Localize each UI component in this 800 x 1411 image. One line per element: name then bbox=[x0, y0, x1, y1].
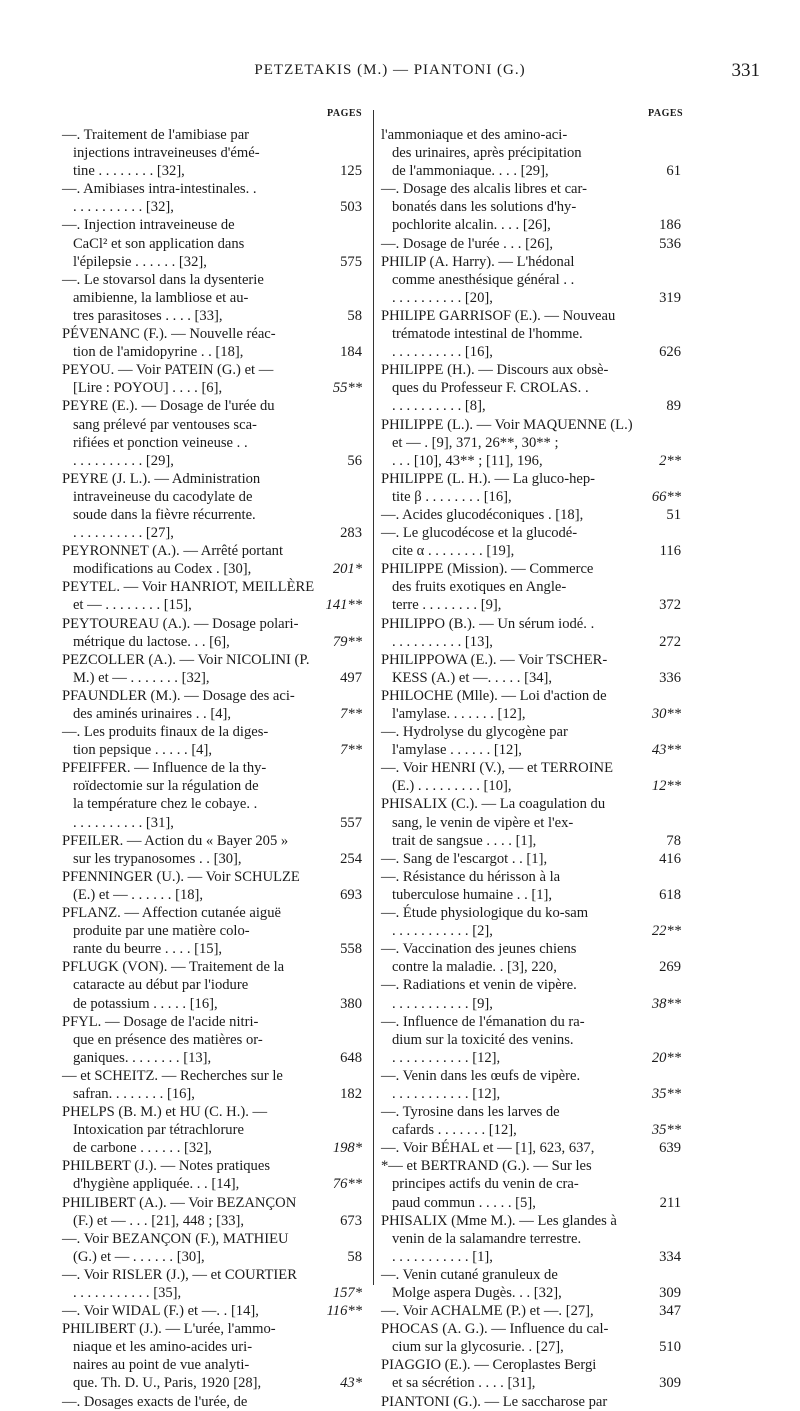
pages-label-left: PAGES bbox=[327, 108, 363, 119]
index-entry bbox=[381, 615, 681, 651]
entry-page: 334 bbox=[659, 1248, 681, 1265]
index-entry bbox=[381, 1103, 681, 1139]
index-entry bbox=[381, 180, 681, 234]
entry-text: PHISALIX (Mme M.). — Les glandes à venin de la salamandre terrestre. . . . . . . . . . . . [1], bbox=[381, 1212, 617, 1265]
index-entry bbox=[381, 1067, 681, 1103]
entry-page: 116 bbox=[659, 543, 681, 560]
index-entry bbox=[381, 470, 681, 506]
entry-text: —. Vaccination des jeunes chiens contre la maladie. . [3], 220, bbox=[381, 941, 577, 976]
index-entry bbox=[62, 578, 362, 614]
entry-text: — et SCHEITZ. — Recherches sur le safran. . . . . . . . [16], bbox=[62, 1067, 283, 1102]
entry-page: 416 bbox=[659, 850, 681, 867]
entry-page: 309 bbox=[659, 1285, 681, 1301]
index-entry bbox=[381, 307, 681, 361]
entry-text: —. Tyrosine dans les larves de cafards . . . . . . . [12], bbox=[381, 1104, 560, 1139]
entry-page: 58 bbox=[347, 1248, 362, 1265]
entry-page: 503 bbox=[340, 199, 362, 216]
index-entry bbox=[62, 651, 362, 687]
index-entry bbox=[62, 216, 362, 270]
entry-text: —. Radiations et venin de vipère. . . . . . . . . . . . [9], bbox=[381, 977, 577, 1012]
index-entry bbox=[381, 1266, 681, 1302]
page-header bbox=[0, 52, 800, 82]
entry-text: —. Hydrolyse du glycogène par l'amylase . . . . . . [12], bbox=[381, 724, 568, 759]
entry-text: —. Injection intraveineuse de CaCl² et son application dans l'épilepsie . . . . . . [32], bbox=[62, 217, 245, 270]
entry-text: PFEIFFER. — Influence de la thy- roïdectomie sur la régulation de la température chez le cobaye. . . . . . . . . . . . [31], bbox=[62, 760, 267, 831]
entry-page: 673 bbox=[340, 1212, 362, 1229]
entry-text: —. Amibiases intra-intestinales. . . . . . . . . . . . [32], bbox=[62, 181, 257, 216]
entry-text: —. Acides glucodéconiques . [18], bbox=[381, 506, 584, 523]
entry-text: —. Les produits finaux de la diges- tion pepsique . . . . . [4], bbox=[62, 724, 269, 759]
entry-text: PHILIPPE (L.). — Voir MAQUENNE (L.) et — . [9], 371, 26**, 30** ; . . . [10], 43** ; [11], 196, bbox=[381, 416, 633, 469]
entry-page: 380 bbox=[340, 995, 362, 1012]
entry-page: 56 bbox=[347, 452, 362, 469]
index-entry bbox=[62, 1103, 362, 1157]
entry-page: 76** bbox=[332, 1176, 362, 1193]
entry-page: 272 bbox=[659, 633, 681, 650]
entry-text: PHILOCHE (Mlle). — Loi d'action de l'amylase. . . . . . . [12], bbox=[381, 687, 607, 722]
entry-text: *— et BERTRAND (G.). — Sur les principes actifs du venin de cra- paud commun . . . . . [5], bbox=[381, 1158, 592, 1211]
entry-text: PEYTEL. — Voir HANRIOT, MEILLÈRE et — . . . . . . . . [15], bbox=[62, 579, 315, 614]
entry-page: 89 bbox=[666, 398, 681, 415]
entry-page: 283 bbox=[340, 525, 362, 542]
entry-text: PHILIPPE (L. H.). — La gluco-hep- tite β . . . . . . . . [16], bbox=[381, 470, 595, 505]
running-head: PETZETAKIS (M.) — PIANTONI (G.) bbox=[254, 62, 526, 78]
entry-page: 201* bbox=[332, 561, 362, 578]
index-entry bbox=[381, 1013, 681, 1067]
index-entry bbox=[381, 976, 681, 1012]
entry-text: PEYOU. — Voir PATEIN (G.) et — [Lire : POYOU] . . . . [6], bbox=[62, 362, 274, 397]
entry-text: PHILIP (A. Harry). — L'hédonal comme anesthésique général . . . . . . . . . . . . [20], bbox=[381, 253, 575, 306]
entry-page: 618 bbox=[659, 886, 681, 903]
index-entry bbox=[381, 416, 681, 470]
entry-page: 125 bbox=[340, 163, 362, 180]
entry-page: 575 bbox=[340, 253, 362, 270]
index-entry bbox=[381, 560, 681, 614]
entry-page: 510 bbox=[659, 1339, 681, 1356]
entry-text: —. Voir ACHALME (P.) et —. [27], bbox=[381, 1303, 594, 1320]
entry-page: 61 bbox=[666, 163, 681, 180]
entry-text: PIANTONI (G.). — Le saccharose par bbox=[381, 1393, 608, 1410]
entry-page: 626 bbox=[659, 344, 681, 361]
index-entry bbox=[62, 1013, 362, 1067]
entry-page: 58 bbox=[347, 307, 362, 324]
index-entry bbox=[62, 1194, 362, 1230]
index-entry bbox=[62, 1157, 362, 1193]
index-entry bbox=[381, 524, 681, 560]
entry-text: PFLUGK (VON). — Traitement de la cataracte au début par l'iodure de potassium . . . . . [16], bbox=[62, 959, 285, 1012]
entry-page: 497 bbox=[340, 669, 362, 686]
entry-text: PHELPS (B. M.) et HU (C. H.). — Intoxication par tétrachlorure de carbone . . . . . . [32], bbox=[62, 1104, 268, 1157]
entry-page: 186 bbox=[659, 217, 681, 234]
index-entry bbox=[62, 126, 362, 180]
entry-text: —. Venin dans les œufs de vipère. . . . . . . . . . . . [12], bbox=[381, 1067, 581, 1102]
index-entry bbox=[381, 361, 681, 415]
page-number: 331 bbox=[731, 60, 760, 81]
index-entry bbox=[62, 904, 362, 958]
index-entry bbox=[381, 759, 681, 795]
entry-page: 557 bbox=[340, 814, 362, 831]
index-entry bbox=[62, 832, 362, 868]
entry-page: 639 bbox=[659, 1140, 681, 1157]
entry-page: 648 bbox=[340, 1049, 362, 1066]
entry-text: —. Dosages exacts de l'urée, de bbox=[62, 1393, 248, 1410]
index-entry bbox=[62, 1302, 362, 1320]
index-entry bbox=[381, 795, 681, 849]
entry-page: 78 bbox=[666, 832, 681, 849]
index-entry bbox=[381, 868, 681, 904]
entry-page: 347 bbox=[659, 1303, 681, 1320]
entry-text: PEYRONNET (A.). — Arrêté portant modifications au Codex . [30], bbox=[62, 543, 284, 578]
entry-page: 66** bbox=[651, 488, 681, 505]
entry-page: 269 bbox=[659, 959, 681, 976]
entry-page: 211 bbox=[659, 1194, 681, 1211]
entry-page: 157* bbox=[332, 1285, 362, 1301]
entry-text: —. Le glucodécose et la glucodé- cite α . . . . . . . . [19], bbox=[381, 525, 578, 560]
index-entry bbox=[62, 397, 362, 469]
entry-text: PFLANZ. — Affection cutanée aiguë produite par une matière colo- rante du beurre . . . . [15], bbox=[62, 905, 281, 958]
index-entry bbox=[381, 850, 681, 868]
entry-text: PHOCAS (A. G.). — Influence du cal- cium sur la glycosurie. . [27], bbox=[381, 1321, 609, 1356]
index-entry bbox=[381, 1212, 681, 1266]
entry-text: —. Traitement de l'amibiase par injections intraveineuses d'émé- tine . . . . . . . . [32], bbox=[62, 127, 260, 180]
entry-text: l'ammoniaque et des amino-aci- des urinaires, après précipitation de l'ammoniaque. . . . [29], bbox=[381, 127, 582, 180]
entry-page: 43* bbox=[340, 1375, 362, 1392]
right-column bbox=[381, 126, 681, 1411]
index-entry bbox=[62, 542, 362, 578]
entry-page: 51 bbox=[666, 506, 681, 523]
entry-page: 38** bbox=[651, 995, 681, 1012]
entry-page: 7** bbox=[340, 706, 362, 722]
entry-text: PHILIBERT (A.). — Voir BEZANÇON (F.) et — . . . [21], 448 ; [33], bbox=[62, 1194, 297, 1229]
index-entry bbox=[62, 271, 362, 325]
index-entry bbox=[381, 1157, 681, 1211]
index-entry bbox=[62, 361, 362, 397]
entry-text: PFYL. — Dosage de l'acide nitri- que en présence des matières or- ganiques. . . . . . . . [13], bbox=[62, 1013, 263, 1066]
entry-text: PHILIPPE (H.). — Discours aux obsè- ques du Professeur F. CROLAS. . . . . . . . . . . . [8], bbox=[381, 362, 609, 415]
entry-page: 55** bbox=[332, 380, 362, 397]
entry-page: 336 bbox=[659, 669, 681, 686]
entry-page: 309 bbox=[659, 1375, 681, 1392]
entry-text: —. Sang de l'escargot . . [1], bbox=[381, 850, 548, 867]
entry-text: PHILIPE GARRISOF (E.). — Nouveau trématode intestinal de l'homme. . . . . . . . . . . [16], bbox=[381, 307, 616, 361]
index-entry bbox=[62, 687, 362, 723]
index-entry bbox=[381, 651, 681, 687]
entry-text: —. Voir RISLER (J.), — et COURTIER . . . . . . . . . . . [35], bbox=[62, 1266, 297, 1301]
index-entry bbox=[381, 940, 681, 976]
index-entry bbox=[381, 253, 681, 307]
entry-page: 319 bbox=[659, 289, 681, 306]
index-entry bbox=[381, 1356, 681, 1392]
entry-text: PHILBERT (J.). — Notes pratiques d'hygiène appliquée. . . [14], bbox=[62, 1158, 271, 1193]
entry-text: PFENNINGER (U.). — Voir SCHULZE (E.) et — . . . . . . [18], bbox=[62, 868, 300, 903]
entry-text: PHISALIX (C.). — La coagulation du sang, le venin de vipère et l'ex- trait de sangsue . . . . [1], bbox=[381, 796, 606, 849]
index-entry bbox=[62, 325, 362, 361]
index-entry bbox=[381, 235, 681, 253]
entry-text: —. Le stovarsol dans la dysenterie amibienne, la lambliose et au- tres parasitoses . . . . [33], bbox=[62, 271, 264, 324]
index-entry bbox=[381, 506, 681, 524]
index-entry bbox=[62, 1320, 362, 1392]
index-entry bbox=[381, 1320, 681, 1356]
entry-page: 43** bbox=[651, 742, 681, 759]
entry-text: PIAGGIO (E.). — Ceroplastes Bergi et sa sécrétion . . . . [31], bbox=[381, 1357, 597, 1392]
entry-text: PHILIPPE (Mission). — Commerce des fruits exotiques en Angle- terre . . . . . . . . [9], bbox=[381, 561, 594, 614]
entry-text: PEZCOLLER (A.). — Voir NICOLINI (P. M.) et — . . . . . . . [32], bbox=[62, 651, 310, 686]
entry-text: PHILIPPO (B.). — Un sérum iodé. . . . . . . . . . . . [13], bbox=[381, 615, 595, 650]
pages-label-right: PAGES bbox=[648, 108, 684, 119]
entry-page: 558 bbox=[340, 941, 362, 958]
entry-page: 116** bbox=[326, 1303, 362, 1320]
left-column bbox=[62, 126, 362, 1411]
index-entry bbox=[62, 958, 362, 1012]
entry-page: 141** bbox=[325, 597, 362, 614]
entry-page: 198* bbox=[332, 1140, 362, 1157]
entry-page: 12** bbox=[651, 778, 681, 795]
entry-text: PFAUNDLER (M.). — Dosage des aci- des aminés urinaires . . [4], bbox=[62, 687, 295, 722]
index-entry bbox=[62, 868, 362, 904]
entry-text: —. Étude physiologique du ko-sam . . . . . . . . . . . [2], bbox=[381, 905, 589, 940]
entry-page: 35** bbox=[651, 1122, 681, 1139]
entry-text: —. Résistance du hérisson à la tuberculose humaine . . [1], bbox=[381, 868, 561, 903]
entry-page: 35** bbox=[651, 1085, 681, 1102]
column-divider bbox=[373, 110, 374, 1285]
entry-text: —. Voir WIDAL (F.) et —. . [14], bbox=[62, 1303, 259, 1320]
index-entry bbox=[381, 904, 681, 940]
index-entry bbox=[381, 126, 681, 180]
entry-page: 2** bbox=[659, 452, 681, 469]
entry-page: 372 bbox=[659, 597, 681, 614]
index-entry bbox=[62, 759, 362, 831]
entry-text: PÉVENANC (F.). — Nouvelle réac- tion de l'amidopyrine . . [18], bbox=[62, 326, 276, 361]
entry-page: 22** bbox=[651, 923, 681, 940]
index-entry bbox=[62, 1266, 362, 1302]
entry-page: 182 bbox=[340, 1085, 362, 1102]
entry-text: PHILIPPOWA (E.). — Voir TSCHER- KESS (A.) et —. . . . . [34], bbox=[381, 651, 608, 686]
index-entry bbox=[62, 470, 362, 542]
index-entry bbox=[62, 615, 362, 651]
entry-page: 254 bbox=[340, 850, 362, 867]
entry-page: 184 bbox=[340, 344, 362, 361]
index-entry bbox=[62, 1393, 362, 1411]
entry-text: PEYTOUREAU (A.). — Dosage polari- métrique du lactose. . . [6], bbox=[62, 615, 299, 650]
entry-text: PFEILER. — Action du « Bayer 205 » sur les trypanosomes . . [30], bbox=[62, 832, 289, 867]
entry-text: —. Voir BEZANÇON (F.), MATHIEU (G.) et — . . . . . . [30], bbox=[62, 1230, 289, 1265]
index-entry bbox=[62, 723, 362, 759]
entry-text: —. Influence de l'émanation du ra- dium sur la toxicité des venins. . . . . . . . . . . . [12], bbox=[381, 1013, 585, 1066]
entry-text: —. Voir BÉHAL et — [1], 623, 637, bbox=[381, 1140, 595, 1157]
index-entry bbox=[381, 687, 681, 723]
index-entry bbox=[381, 1393, 681, 1411]
entry-page: 79** bbox=[332, 633, 362, 650]
index-entry bbox=[381, 1139, 681, 1157]
index-entry bbox=[62, 180, 362, 216]
entry-text: —. Dosage de l'urée . . . [26], bbox=[381, 235, 554, 252]
index-entry bbox=[62, 1067, 362, 1103]
entry-text: —. Dosage des alcalis libres et car- bonatés dans les solutions d'hy- pochlorite alcalin. . . . [26], bbox=[381, 181, 587, 234]
entry-text: PEYRE (J. L.). — Administration intraveineuse du cacodylate de soude dans la fièvre récurrente. . . . . . . . . . . [27], bbox=[62, 470, 261, 542]
entry-text: —. Venin cutané granuleux de Molge aspera Dugès. . . [32], bbox=[381, 1266, 562, 1301]
index-entry bbox=[381, 1302, 681, 1320]
index-entry bbox=[62, 1230, 362, 1266]
entry-text: —. Voir HENRI (V.), — et TERROINE (E.) . . . . . . . . . [10], bbox=[381, 760, 614, 795]
entry-page: 693 bbox=[340, 886, 362, 903]
entry-page: 20** bbox=[651, 1049, 681, 1066]
entry-text: PHILIBERT (J.). — L'urée, l'ammo- niaque et les amino-acides uri- naires au point de vue analyti- que. Th. D. U., Paris, 1920 [28], bbox=[62, 1321, 276, 1392]
index-entry bbox=[381, 723, 681, 759]
entry-page: 7** bbox=[340, 742, 362, 759]
entry-text: PEYRE (E.). — Dosage de l'urée du sang prélevé par ventouses sca- rifiées et ponction veineuse . . . . . . . . . . . . [29], bbox=[62, 398, 275, 469]
entry-page: 536 bbox=[659, 235, 681, 252]
entry-page: 30** bbox=[651, 706, 681, 722]
